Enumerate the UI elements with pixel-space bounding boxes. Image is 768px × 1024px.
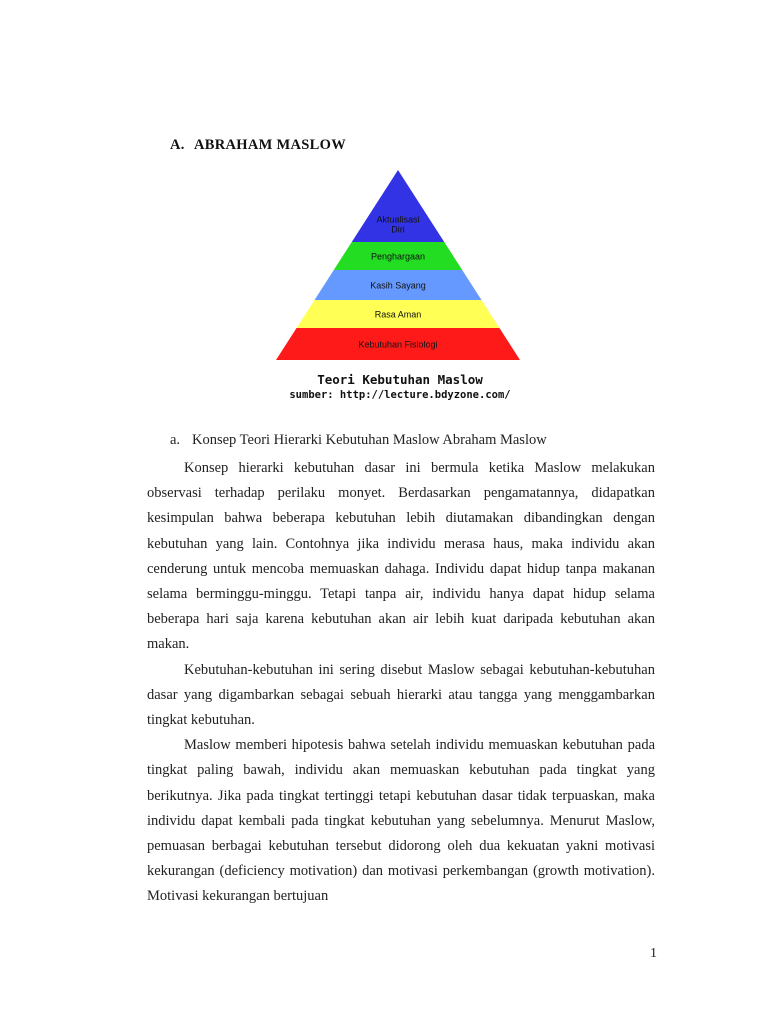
pyramid-tier-label: Rasa Aman (374, 309, 422, 320)
page-number: 1 (650, 946, 657, 961)
maslow-pyramid (270, 168, 530, 368)
section-title: ABRAHAM MASLOW (194, 137, 347, 153)
pyramid-tier-label: Penghargaan (370, 251, 426, 262)
pyramid-tier-label: Kebutuhan Fisiologi (358, 339, 438, 350)
subsection-number: a. (170, 432, 181, 448)
paragraph: Maslow memberi hipotesis bahwa setelah individu memuaskan kebutuhan pada tingkat paling bawah, individu akan memuaskan kebutuhan pada tingkat yang berikutnya. Jika pada tingkat tertinggi tetapi kebutuhan dasar tidak terpuaskan, maka individu dapat kembali pada tingkat kebutuhan yang sebelumnya. Menurut Maslow, pemuasan berbagai kebutuhan tersebut didorong oleh dua kekuatan yakni motivasi kekurangan (deficiency motivation) dan motivasi perkembangan (growth motivation). Motivasi kekurangan bertujuan (147, 737, 655, 905)
body-text (147, 456, 655, 910)
section-heading (170, 137, 346, 154)
paragraph: Kebutuhan-kebutuhan ini sering disebut Maslow sebagai kebutuhan-kebutuhan dasar yang digambarkan sebagai sebuah hierarki atau tangga yang menggambarkan tingkat kebutuhan. (147, 661, 655, 729)
subsection-heading (170, 432, 547, 449)
figure-caption-source: sumber: http://lecture.bdyzone.com/ (289, 389, 511, 401)
figure-caption-title: Teori Kebutuhan Maslow (317, 372, 483, 387)
pyramid-tier-label: Aktualisasi (376, 214, 420, 225)
pyramid-tier-label: Kasih Sayang (370, 280, 426, 291)
pyramid-tier-label: Diri (391, 224, 405, 235)
section-number: A. (170, 137, 185, 153)
subsection-title: Konsep Teori Hierarki Kebutuhan Maslow Abraham Maslow (192, 432, 547, 448)
paragraph: Konsep hierarki kebutuhan dasar ini bermula ketika Maslow melakukan observasi terhadap perilaku monyet. Berdasarkan pengamatannya, didapatkan kesimpulan bahwa beberapa kebutuhan lebih diutamakan dibandingkan dengan kebutuhan yang lain. Contohnya jika individu merasa haus, maka individu akan cenderung untuk mencoba memuaskan dahaga. Individu dapat hidup tanpa makanan selama berminggu-minggu. Tetapi tanpa air, individu hanya dapat hidup selama beberapa hari saja karena kebutuhan akan air lebih kuat daripada kebutuhan akan makan. (147, 460, 655, 653)
